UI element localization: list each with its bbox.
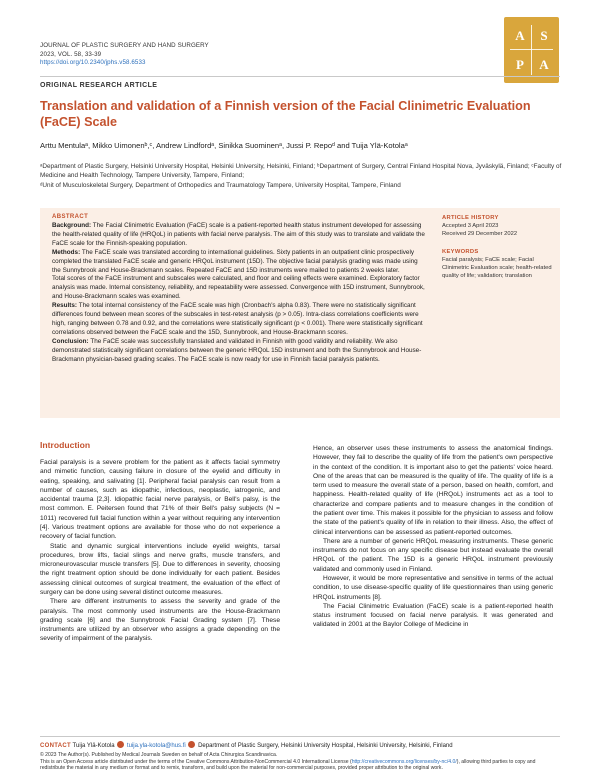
abstract-text (52, 222, 427, 365)
abstract-results: Results: The total internal consistency of the FaCE scale was high (Cronbach's alpha 0.83). There were no statistically significant differences found between mean scores of the subscales in test-retest analysis (p > 0.05). Intra-class correlations coefficients were high, ranging between 0.78 and 0.92, and the correlations were statistically significant (p < 0.001). There were statistically significant correlations observed between the FaCE scale and the 15D, Sunnybrook, and House-Brackmann scores. (52, 302, 423, 336)
logo-letter: S (540, 28, 548, 43)
location-icon (188, 741, 195, 748)
copyright-line: © 2023 The Author(s). Published by Medical Journals Sweden on behalf of Acta Chirurgica Scandinavica. (40, 752, 278, 758)
header-divider (40, 76, 560, 77)
contact-label: CONTACT (40, 743, 71, 749)
license-text: This is an Open Access article distributed under the terms of the Creative Commons Attribution-NonCommercial 4.0 International License (http://creativecommons.org/licenses/by-nc/4.0/), allowing third parties to copy and redistribute the material in any medium or format and to remix, transform, and build upon the material for non-commercial purposes, provided proper attribution to the original work. (40, 758, 536, 772)
keywords-text: Facial paralysis; FaCE scale; Facial Clinimetric Evaluation scale; health-related quality of life; validation; translation (442, 257, 552, 280)
contact-email[interactable]: tuija.yla-kotola@hus.fi (126, 743, 186, 749)
contact-line (40, 741, 560, 749)
affiliation-line: ᵈUnit of Musculoskeletal Surgery, Department of Orthopedics and Traumatology Tampere, University Hospital, Tampere, Finland (40, 181, 401, 189)
section-heading-introduction: Introduction (40, 440, 91, 450)
accepted-date: Accepted 3 April 2023 (442, 223, 499, 230)
copyright-notice (40, 752, 560, 772)
keywords-heading: KEYWORDS (442, 249, 479, 255)
email-icon (117, 741, 124, 748)
logo-letter: A (539, 57, 549, 72)
abstract-methods: Methods: The FaCE scale was translated according to international guidelines. Sixty patients in an outpatient clinic prospectively completed the translated FaCE scale and generic HRQoL instrument (15D). The objective facial paralysis grading was made using the Sunnybrook and House-Brackmann scales. Repeated FaCE and 15D instruments were mailed to patients 2 weeks later. (52, 248, 418, 274)
received-date: Received 29 December 2022 (442, 231, 518, 238)
abstract-conclusion: Conclusion: The FaCE scale was successfully translated and validated in Finnish with good validity and reliability. We also demonstrated statistically significant correlations between the generic HRQoL 15D instrument and both the Sunnybrook and House-Brackmann physician-based grading scales. The FaCE scale is now ready for use in Finnish facial paralysis patients. (52, 337, 422, 363)
abstract-methods-continued: Total scores of the FaCE instrument and subscales were calculated, and floor and ceiling effects were examined. Exploratory factor analysis was made. Internal consistency, reliability, and repeatability were assessed. Convergence with 15D instrument, Sunnybrook, and House-Brackmann scales was examined. (52, 275, 425, 301)
paragraph: Static and dynamic surgical interventions include eyelid weights, tarsal procedures, brow lifts, facial slings and nerve grafts, muscle transfers, and microneurovascular muscle transfers [5]. Due to differences in severity, choosing the right treatment option should be done individually for each patient. Besides assessing clinical outcomes of surgical treatment, the evaluation of the effect of surgery can be done using several distinct outcome measures. (40, 542, 280, 596)
affiliations (40, 162, 570, 190)
article-type: ORIGINAL RESEARCH ARTICLE (40, 82, 158, 89)
affiliation-line: ᵃDepartment of Plastic Surgery, Helsinki University Hospital, Helsinki University, Helsinki, Finland; ᵇDepartment of Surgery, Central Finland Hospital Nova, Jyväskylä, Finland; ᶜFaculty of Medicine and Health Technology, Tampere University, Tampere, Finland; (40, 163, 562, 180)
license-link[interactable]: http://creativecommons.org/licenses/by-nc/4.0/ (351, 758, 457, 765)
journal-name: JOURNAL OF PLASTIC SURGERY AND HAND SURGERY (40, 42, 209, 49)
doi-link[interactable]: https://doi.org/10.2340/jphs.v58.6533 (40, 59, 146, 67)
journal-logo (504, 17, 559, 83)
contact-department: Department of Plastic Surgery, Helsinki University Hospital, Helsinki University, Helsinki, Finland (198, 743, 453, 749)
paragraph: There are a number of generic HRQoL measuring instruments. These generic instruments do not focus on any specific disease but instead evaluate the overall HRQoL of the patient. The 15D is a generic HRQoL instrument previously validated and commonly used in Finland. (313, 537, 553, 573)
paragraph: There are different instruments to assess the severity and grade of the paralysis. The most commonly used instruments are the House-Brackmann grading scale [6] and the Sunnybrook Facial Grading system [7]. These instruments are utilized by an observer who assigns a grade depending on the severity of impairment of the paralysis. (40, 598, 280, 643)
abstract-background: Background: The Facial Clinimetric Evaluation (FaCE) scale is a patient-reported health status instrument developed for assessing the health-related quality of life (HRQoL) in patients with facial nerve paralysis. The aim of this study was to translate and validate the FaCE scale for the Finnish-speaking population. (52, 222, 425, 247)
paragraph: The Facial Clinimetric Evaluation (FaCE) scale is a patient-reported health status instrument focused on facial nerve paralysis. It was generated and validated in 2001 at the Baylor College of Medicine in (313, 602, 553, 629)
article-title: Translation and validation of a Finnish version of the Facial Clinimetric Evaluation (FaCE) Scale (40, 99, 531, 129)
paragraph: Facial paralysis is a severe problem for the patient as it affects facial symmetry and mimetic function, causing failure in closure of the eyelid and difficulty in eating, speaking, and salivating [1]. Peripheral facial paralysis can result from a number of causes, such as idiopathic, infectious, neoplastic, iatrogenic, and accidental trauma [2,3]. Idiopathic facial nerve paralysis, or Bell's palsy, is the most common. E. Peitersen found that 71% of their Bell's palsy subjects (N = 1011) recovered full facial function within a year without requiring any intervention [4]. Various treatment options are available for those who do not experience a recovery of facial function. (40, 459, 280, 541)
article-history-heading: ARTICLE HISTORY (442, 215, 499, 221)
article-history (442, 214, 554, 238)
logo-divider-horizontal (510, 49, 553, 50)
journal-info (40, 42, 209, 68)
footer-divider (40, 736, 560, 737)
paragraph: However, it would be more representative and sensitive in terms of the actual condition, to use disease-specific quality of life questionnaires than using generic HRQoL instruments [8]. (313, 574, 553, 601)
logo-letter: P (516, 57, 524, 72)
logo-divider-vertical (531, 25, 532, 75)
body-column-left (40, 458, 280, 644)
paragraph: Hence, an observer uses these instruments to assess the anatomical findings. However, they fail to describe the quality of life from the patient's own perspective in the context of the condition. It is important also to get the patients' voice heard. One of the areas that can be measured is the quality of life. The quality of life is a term used to measure the overall state of a person, based on health, comfort, and happiness. Health-related quality of life (HRQoL) instruments act as a tool to characterize and compare patients and to measure changes in the condition of the patient over time. This makes it possible for the physician to assess and follow the state of the patient's quality of life in relation to their illness. Also, the effect of clinical interventions can be assessed as patient-reported outcomes. (313, 445, 553, 536)
contact-name: Tuija Ylä-Kotola (72, 743, 115, 749)
journal-volume: 2023, VOL. 58, 33-39 (40, 50, 102, 58)
keywords (442, 248, 554, 280)
author-list: Arttu Mentulaᵃ, Mikko Uimonenᵇ,ᶜ, Andrew Lindfordᵃ, Sinikka Suominenᵃ, Jussi P. Repoᵈ and Tuija Ylä-Kotolaᵃ (40, 141, 408, 150)
body-column-right (313, 444, 553, 630)
logo-letter: A (515, 28, 525, 43)
abstract-heading: ABSTRACT (52, 214, 89, 220)
